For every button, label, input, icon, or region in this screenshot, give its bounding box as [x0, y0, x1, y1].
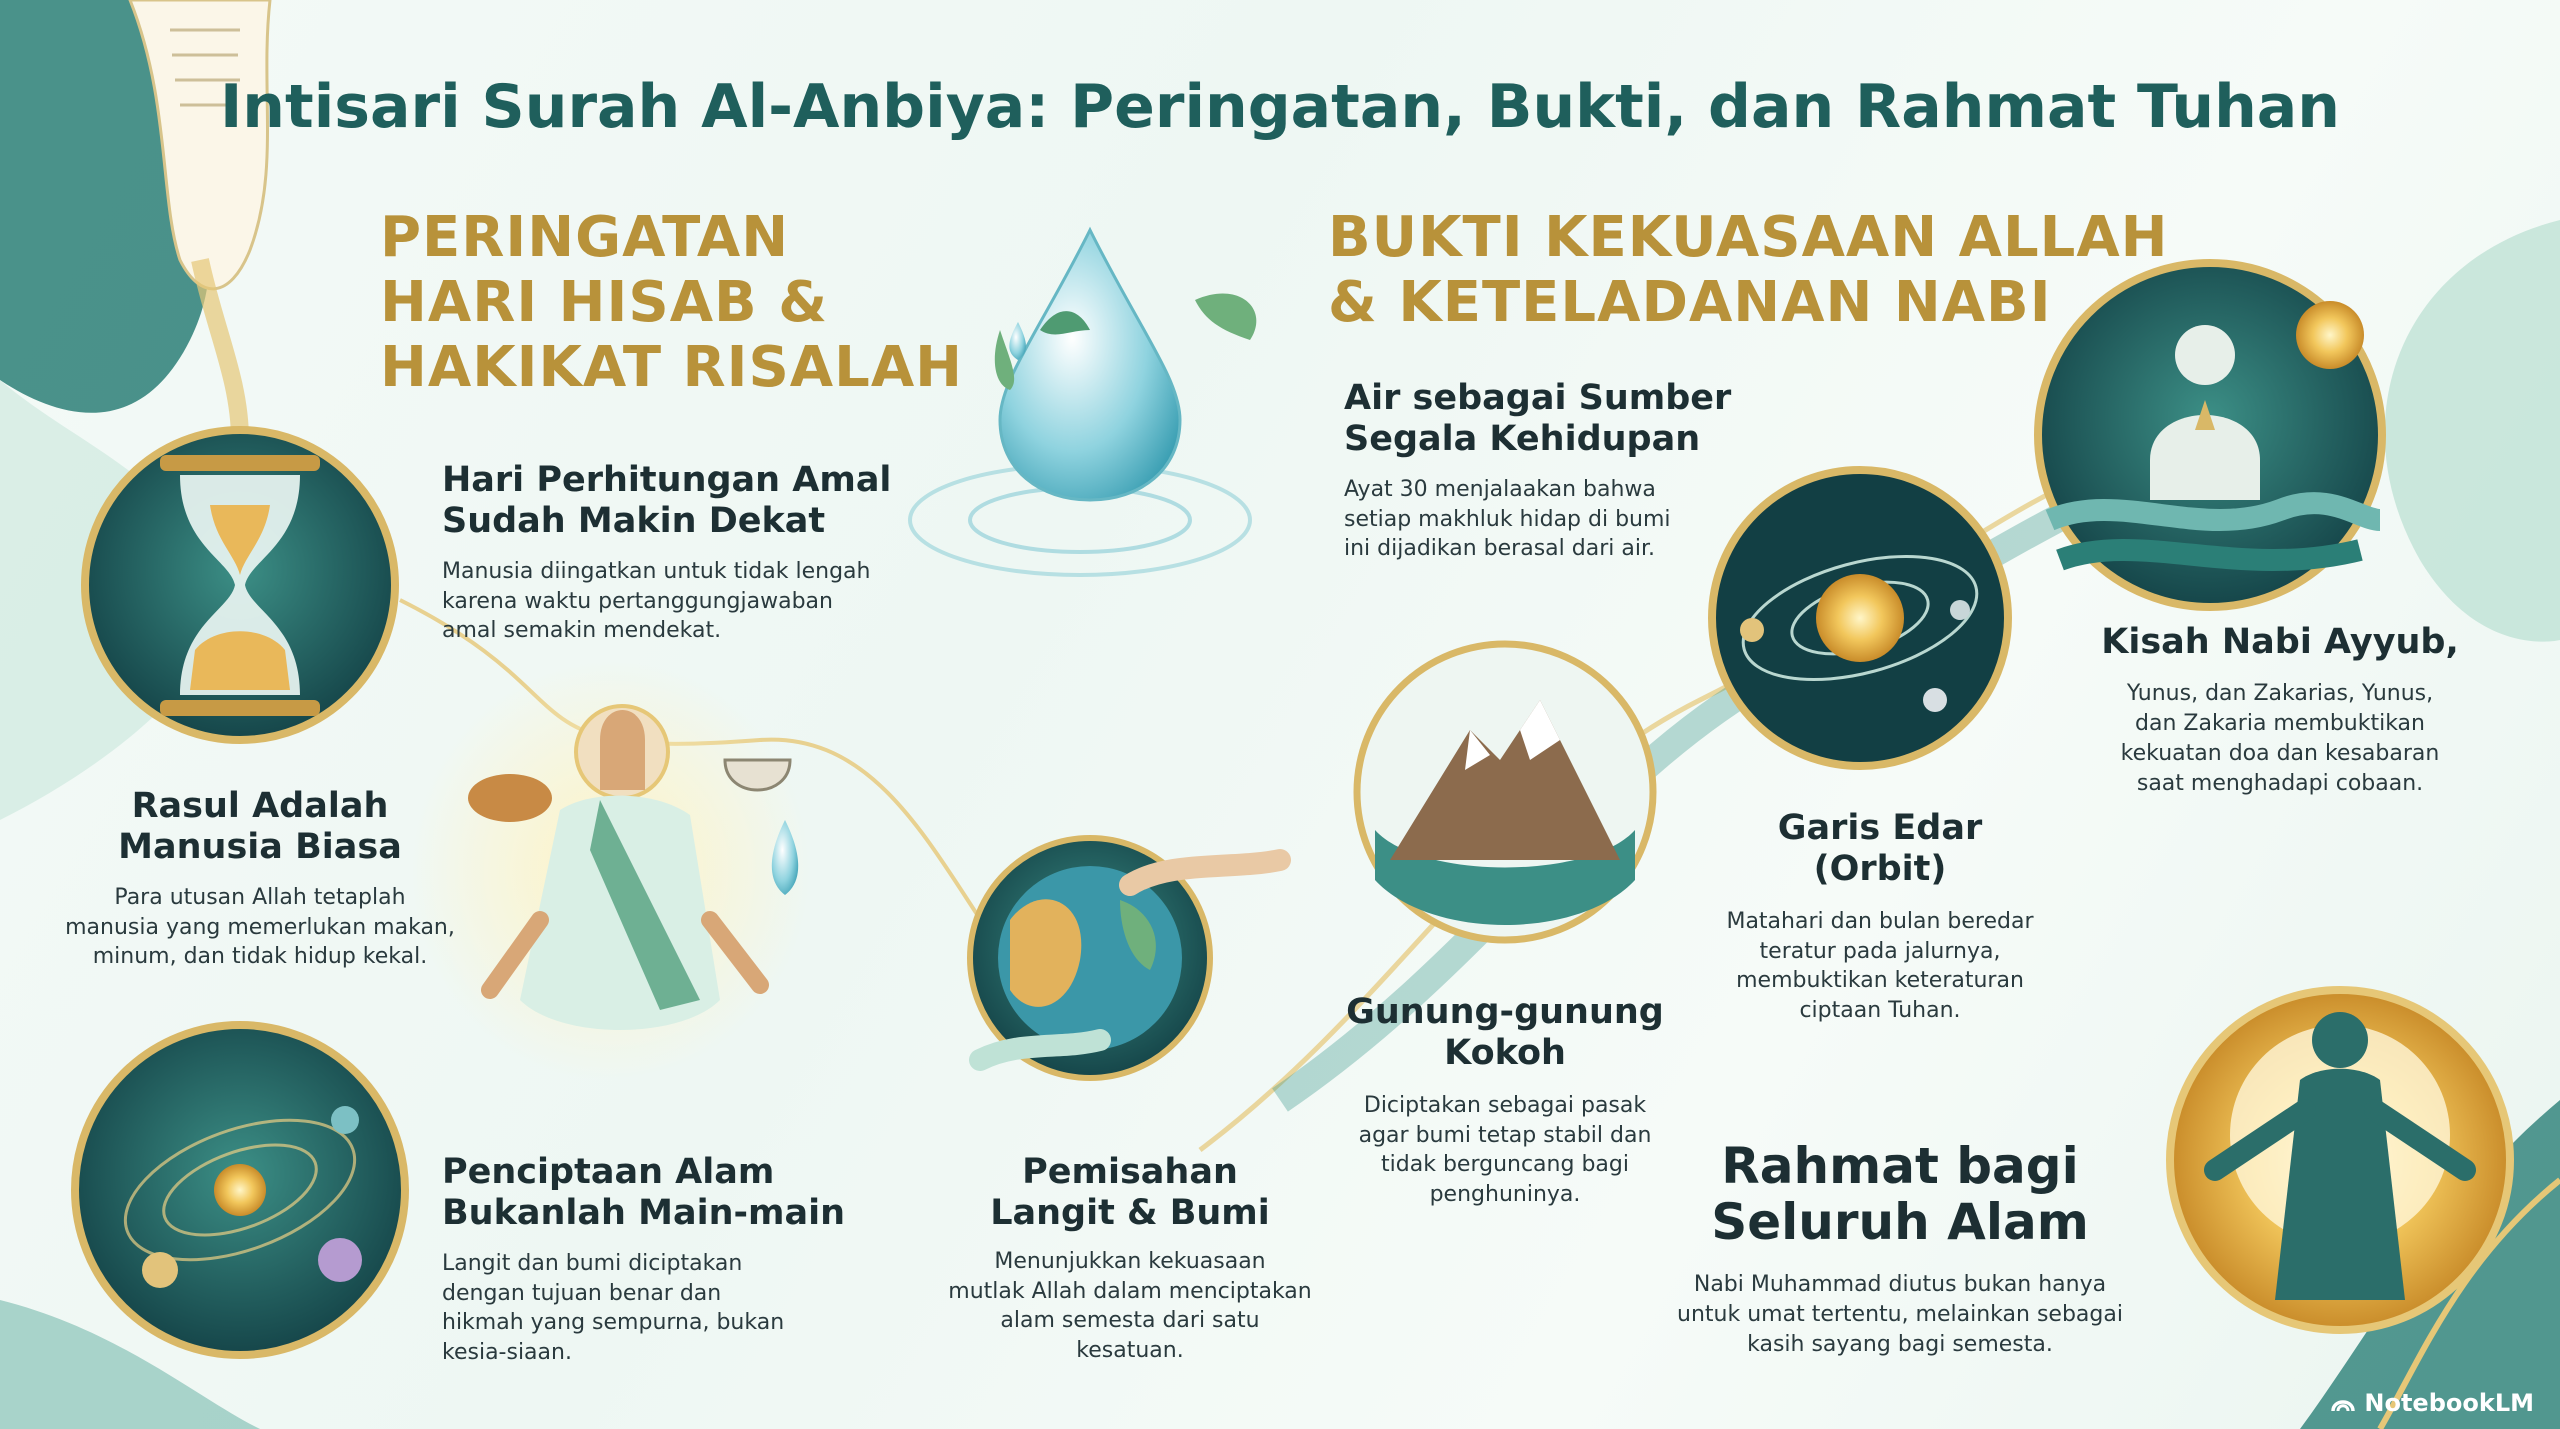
earth-hands-icon	[970, 838, 1280, 1078]
item-gunung-heading: Gunung-gunung Kokoh	[1346, 992, 1664, 1074]
item-pemisahan-heading: Pemisahan Langit & Bumi	[990, 1152, 1270, 1234]
radiant-figure-icon	[2170, 990, 2510, 1330]
item-penciptaan-heading: Penciptaan Alam Bukanlah Main-main	[442, 1152, 846, 1234]
galaxy-icon	[75, 1025, 405, 1355]
page-title: Intisari Surah Al-Anbiya: Peringatan, Bukti, dan Rahmat Tuhan	[219, 72, 2340, 142]
brand-watermark: NotebookLM	[2330, 1389, 2534, 1417]
item-rasul	[60, 786, 460, 972]
item-rahmat	[1640, 1138, 2160, 1360]
left-section-heading: PERINGATAN HARI HISAB & HAKIKAT RISALAH	[380, 205, 964, 400]
mountain-icon	[1357, 644, 1653, 940]
item-rahmat-heading: Rahmat bagi Seluruh Alam	[1711, 1137, 2089, 1251]
item-orbit	[1690, 808, 2070, 1026]
item-pemisahan	[930, 1152, 1330, 1366]
item-hisab	[442, 460, 891, 646]
item-hisab-body: Manusia diingatkan untuk tidak lengah karena waktu pertanggungjawaban amal semakin mendekat.	[442, 558, 871, 644]
prophet-figure-icon	[410, 660, 810, 1080]
hourglass-icon	[85, 430, 395, 740]
orbit-icon	[1712, 470, 2008, 766]
item-ayyub-heading: Kisah Nabi Ayyub,	[2101, 622, 2459, 662]
item-air	[1344, 378, 1731, 564]
item-ayyub-body: Yunus, dan Zakarias, Yunus, dan Zakaria membuktikan kekuatan doa dan kesabaran saat menghadapi cobaan.	[2120, 681, 2440, 797]
item-pemisahan-body: Menunjukkan kekuasaan mutlak Allah dalam menciptakan alam semesta dari satu kesatuan.	[948, 1248, 1312, 1364]
item-rasul-heading: Rasul Adalah Manusia Biasa	[118, 786, 402, 868]
item-hisab-heading: Hari Perhitungan Amal Sudah Makin Dekat	[442, 460, 892, 542]
item-rahmat-body: Nabi Muhammad diutus bukan hanya untuk umat tertentu, melainkan sebagai kasih sayang bagi semesta.	[1677, 1272, 2123, 1357]
item-ayyub	[2080, 622, 2480, 799]
item-gunung-body: Diciptakan sebagai pasak agar bumi tetap stabil dan tidak berguncang bagi penghuninya.	[1358, 1092, 1652, 1208]
notebooklm-logo-icon	[2330, 1393, 2356, 1413]
item-air-body: Ayat 30 menjalaakan bahwa setiap makhluk hidap di bumi ini dijadikan berasal dari air.	[1344, 476, 1671, 562]
right-section-heading: BUKTI KEKUASAAN ALLAH & KETELADANAN NABI	[1328, 205, 2169, 335]
item-orbit-heading: Garis Edar (Orbit)	[1777, 808, 1983, 890]
item-air-heading: Air sebagai Sumber Segala Kehidupan	[1344, 378, 1732, 460]
item-rasul-body: Para utusan Allah tetaplah manusia yang memerlukan makan, minum, dan tidak hidup kekal.	[65, 884, 455, 970]
item-penciptaan-body: Langit dan bumi diciptakan dengan tujuan benar dan hikmah yang sempurna, bukan kesia-siaan.	[442, 1250, 785, 1366]
item-orbit-body: Matahari dan bulan beredar teratur pada jalurnya, membuktikan keteraturan ciptaan Tuhan.	[1726, 908, 2034, 1024]
item-penciptaan	[442, 1152, 845, 1368]
